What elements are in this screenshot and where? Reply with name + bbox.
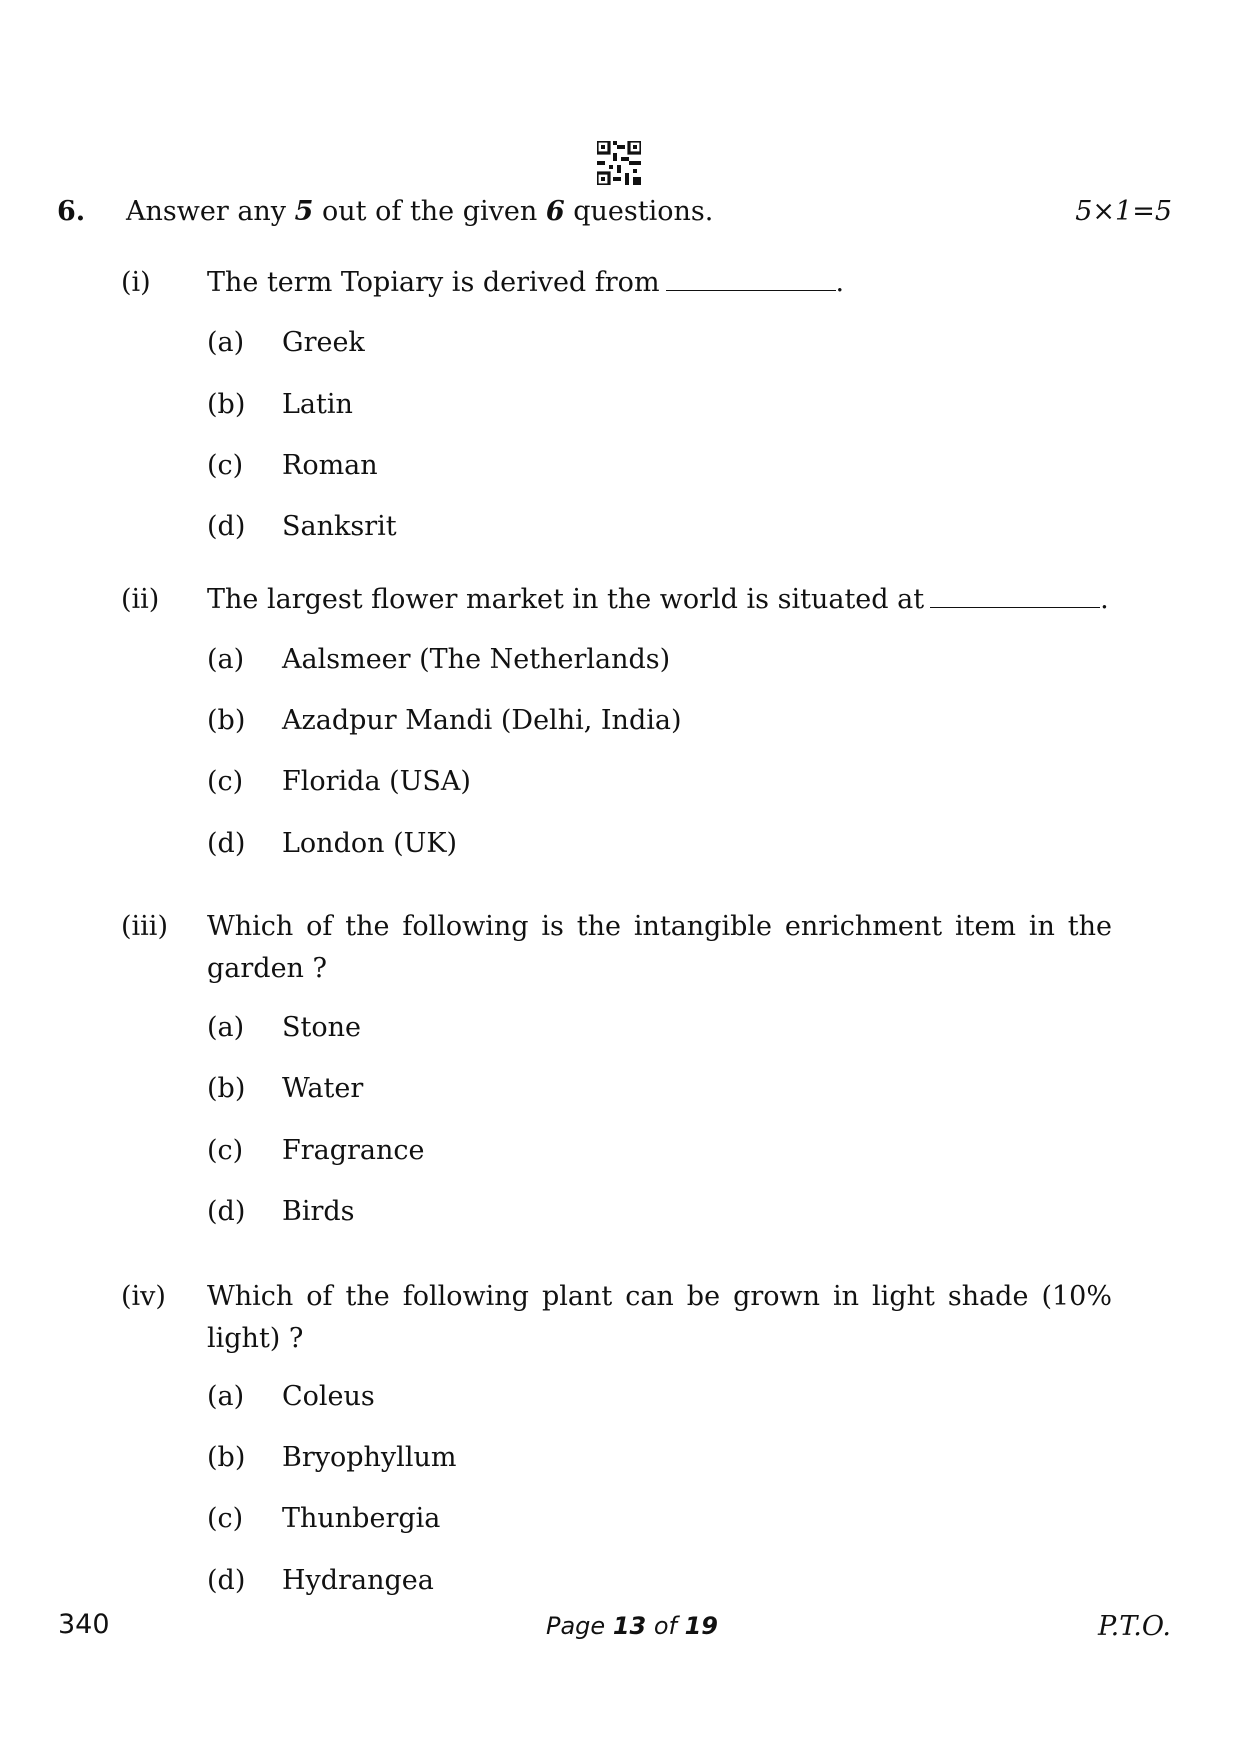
question-instruction: Answer any 5 out of the given 6 questions. xyxy=(126,196,714,227)
subquestion-text: The largest flower market in the world is situated at . xyxy=(207,584,1109,615)
option-label: (c) xyxy=(207,766,244,797)
option-text: Birds xyxy=(282,1196,355,1227)
option-text: Water xyxy=(282,1073,364,1104)
option-label: (d) xyxy=(207,828,246,859)
option-text: London (UK) xyxy=(282,828,458,859)
option-label: (b) xyxy=(207,389,246,420)
subquestion-number: (ii) xyxy=(121,584,160,615)
option-text: Roman xyxy=(282,450,378,481)
option-label: (a) xyxy=(207,327,245,358)
option-label: (d) xyxy=(207,1565,246,1596)
option-text: Thunbergia xyxy=(282,1503,441,1534)
option-label: (d) xyxy=(207,511,246,542)
option-label: (c) xyxy=(207,450,244,481)
option-text: Sanksrit xyxy=(282,511,397,542)
option-text: Stone xyxy=(282,1012,361,1043)
option-label: (b) xyxy=(207,705,246,736)
option-text: Greek xyxy=(282,327,365,358)
option-label: (b) xyxy=(207,1073,246,1104)
option-text: Hydrangea xyxy=(282,1565,434,1596)
question-marks: 5×1=5 xyxy=(1075,196,1172,227)
option-text: Bryophyllum xyxy=(282,1442,457,1473)
option-text: Aalsmeer (The Netherlands) xyxy=(282,644,671,675)
answer-blank xyxy=(666,289,836,291)
option-label: (a) xyxy=(207,1381,245,1412)
option-text: Azadpur Mandi (Delhi, India) xyxy=(282,705,682,736)
subquestion-number: (iii) xyxy=(121,911,168,942)
subquestion-number: (i) xyxy=(121,267,151,298)
answer-count: 5 xyxy=(294,196,314,227)
option-label: (b) xyxy=(207,1442,246,1473)
option-label: (c) xyxy=(207,1135,244,1166)
option-text: Fragrance xyxy=(282,1135,425,1166)
total-count: 6 xyxy=(545,196,565,227)
option-text: Florida (USA) xyxy=(282,766,471,797)
subquestion-number: (iv) xyxy=(121,1281,166,1312)
option-text: Latin xyxy=(282,389,353,420)
qr-code-icon xyxy=(597,141,641,185)
option-label: (a) xyxy=(207,1012,245,1043)
option-text: Coleus xyxy=(282,1381,375,1412)
answer-blank xyxy=(930,606,1100,608)
paper-code: 340 xyxy=(58,1609,110,1640)
page-number: Page 13 of 19 xyxy=(546,1612,719,1640)
option-label: (c) xyxy=(207,1503,244,1534)
option-label: (a) xyxy=(207,644,245,675)
question-number: 6. xyxy=(57,196,86,227)
subquestion-text: Which of the following plant can be grown in light shade (10% light) ? xyxy=(207,1281,1112,1354)
please-turn-over: P.T.O. xyxy=(1097,1611,1171,1642)
subquestion-text: Which of the following is the intangible enrichment item in the garden ? xyxy=(207,911,1112,984)
option-label: (d) xyxy=(207,1196,246,1227)
subquestion-text: The term Topiary is derived from . xyxy=(207,267,845,298)
